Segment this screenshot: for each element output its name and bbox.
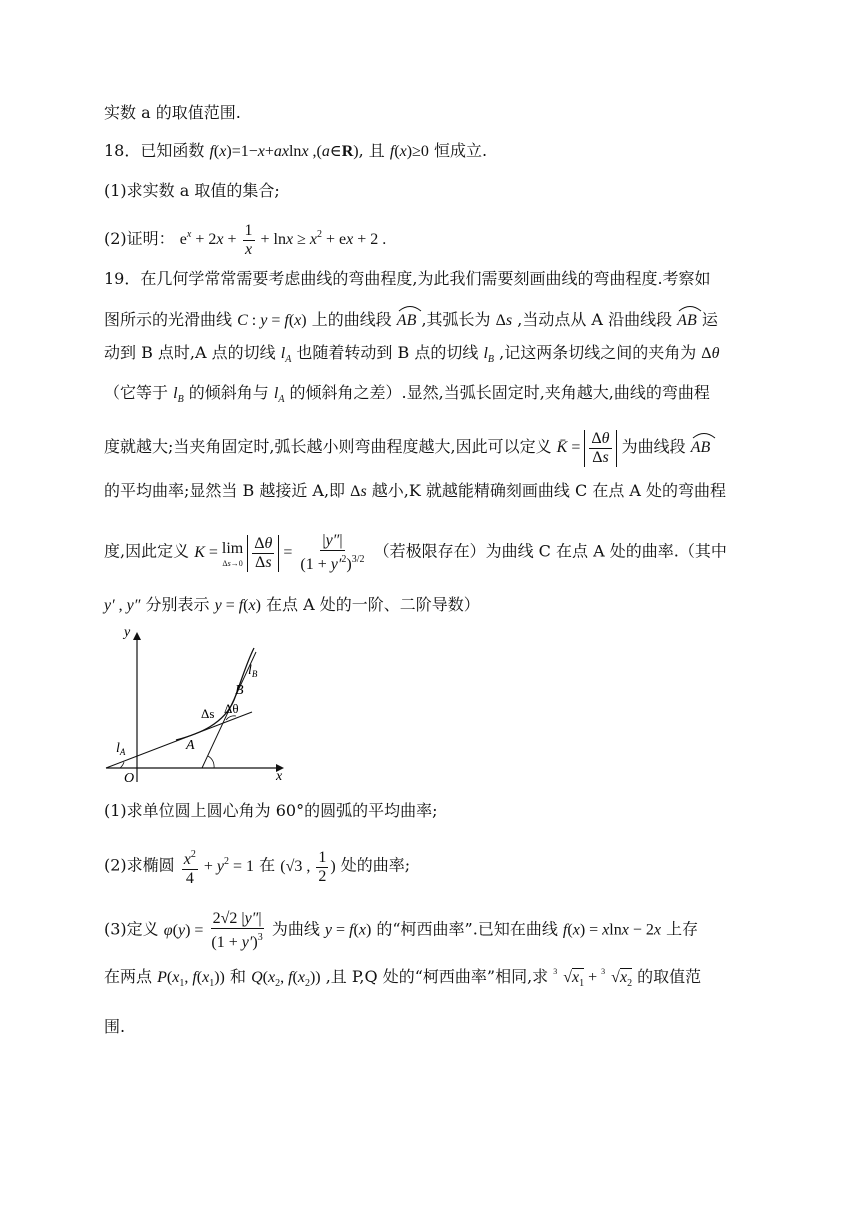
question-19-part-1: (1)求单位圆上圆心角为 60°的圆弧的平均曲率; (104, 801, 438, 820)
question-19-part-3-line-2: 在两点 $P(x_1$, $f(x_1)$) 和 $Q(x_2$, $f(x_2)$) ,且 P,Q 处的“柯西曲率”相同,求 3 $√x_1$ + 3 $√x_2$ 的取值范 (104, 967, 702, 989)
label-origin: O (124, 771, 135, 784)
label-x-axis: x (276, 769, 283, 784)
tangent-la (106, 712, 252, 768)
label-lb: $l_B$ (248, 663, 258, 679)
label-delta-s: Δs (201, 706, 215, 721)
label-point-b: B (235, 683, 244, 698)
question-19-line-1: 19．在几何学常常需要考虑曲线的弯曲程度,为此我们需要刻画曲线的弯曲程度.考察如 (104, 269, 711, 288)
angle-arc-lb (208, 756, 214, 768)
question-19-line-3: 动到 B 点时,A 点的切线 $l_A$ 也随着转动到 B 点的切线 $l_B$ ,记这两条切线之间的夹角为 Δθ (104, 343, 720, 365)
question-18-part-2: (2)证明： $e^x + 2x$ + $\frac{1}{x}$ + $\ln x \ge x^2$ + ex + 2 . (104, 222, 387, 258)
question-19-line-7: 度,因此定义 K = lim Δs→0 $\frac{\Delta\theta}{\Delta s}$ = $\frac{|y''|}{(1 + y'^2)^{3/2}}$ （若极限存在）为曲线 C 在点 A 处的曲率.（其中 (104, 532, 727, 573)
curvature-diagram (104, 624, 294, 784)
question-19-line-4: （它等于 $l_B$ 的倾斜角与 $l_A$ 的倾斜角之差）.显然,当弧长固定时,夹角越大,曲线的弯曲程 (104, 383, 710, 405)
y-axis-arrow-icon (133, 632, 141, 640)
label-delta-theta: Δθ (224, 701, 239, 716)
question-19-part-3: (3)定义 φ(y) = $\frac{2√2 |y''|}{(1 + y')^3}$ 为曲线 y = f(x) 的“柯西曲率”.已知在曲线 f(x) = xlnx − 2x 上存 (104, 910, 699, 951)
label-y-axis: y (124, 625, 131, 640)
question-19-part-2: (2)求椭圆 $\frac{x^2}{4}$ + $y^2 = 1$ 在 (√3 , $\frac{1}{2}$ ) 处的曲率; (104, 846, 410, 888)
label-la: $l_A$ (116, 741, 126, 757)
question-19-part-3-line-3: 围. (104, 1017, 126, 1036)
question-19-line-6: 的平均曲率;显然当 B 越接近 A,即 Δs 越小,K 就越能精确刻画曲线 C 在点 A 处的弯曲程 (104, 481, 727, 500)
label-point-a: A (186, 738, 195, 753)
angle-arc-dtheta (226, 716, 236, 720)
question-19-line-8: y′ , y″ 分别表示 y = f(x) 在点 A 处的一阶、二阶导数） (104, 595, 480, 614)
question-19-line-5: 度就越大;当夹角固定时,弧长越小则弯曲程度越大,因此可以定义 K̄ = $\frac{\Delta\theta}{\Delta s}$ 为曲线段 AB (104, 430, 710, 467)
text-line-range: 实数 a 的取值范围. (104, 103, 241, 122)
question-19-line-2: 图所示的光滑曲线 C : y = f(x) 上的曲线段 AB ,其弧长为 Δs ,当动点从 A 沿曲线段 AB 运 (104, 304, 718, 332)
question-18-stem: 18．已知函数 f(x)=1−x+axlnx ,(a∈R), 且 f(x)≥0 恒成立. (104, 141, 488, 160)
question-18-part-1: (1)求实数 a 取值的集合; (104, 181, 280, 200)
